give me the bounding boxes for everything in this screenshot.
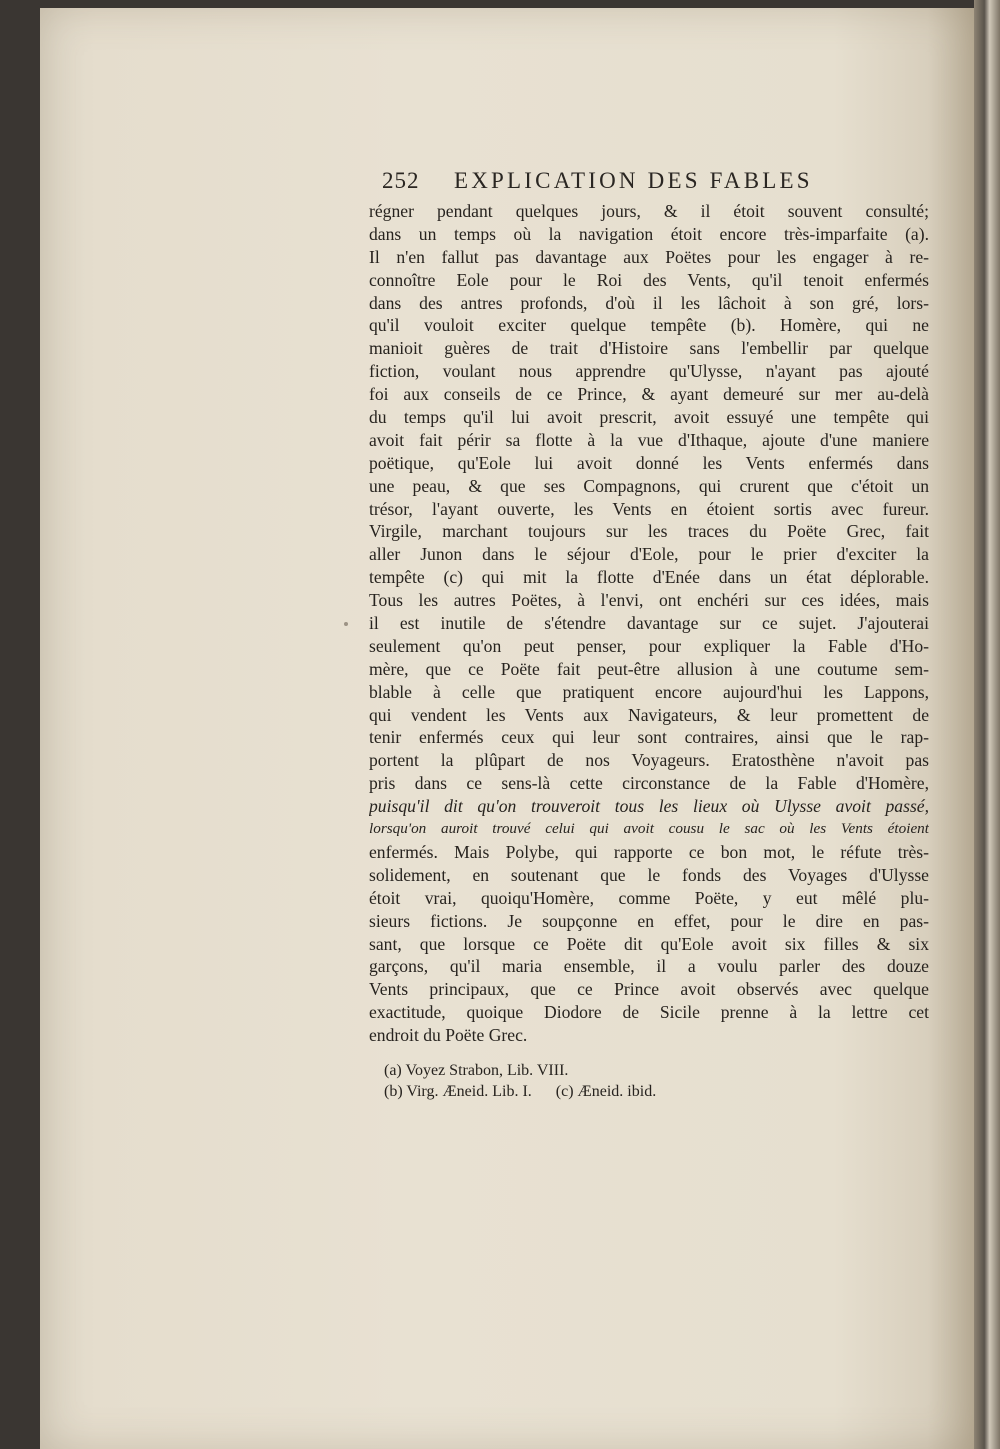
page-header bbox=[382, 168, 870, 200]
text-line: portent la plûpart de nos Voyageurs. Eratosthène n'avoit pas bbox=[369, 750, 929, 771]
text-line: avoit fait périr sa flotte à la vue d'Ithaque, ajoute d'une maniere bbox=[369, 429, 929, 450]
text-line: trésor, l'ayant ouverte, les Vents en étoient sortis avec fureur. bbox=[369, 498, 929, 519]
text-line: tempête (c) qui mit la flotte d'Enée dans un état déplorable. bbox=[369, 567, 929, 588]
text-line: aller Junon dans le séjour d'Eole, pour le prier d'exciter la bbox=[369, 544, 929, 565]
text-line: Tous les autres Poëtes, à l'envi, ont enchéri sur ces idées, mais bbox=[369, 590, 929, 611]
text-line: étoit vrai, quoiqu'Homère, comme Poëte, y eut mêlé plu- bbox=[369, 887, 929, 908]
text-line: exactitude, quoique Diodore de Sicile prenne à la lettre cet bbox=[369, 1002, 929, 1023]
text-line: il est inutile de s'étendre davantage sur ce sujet. J'ajouterai bbox=[369, 613, 929, 634]
text-line: seulement qu'on peut penser, pour expliquer la Fable d'Ho- bbox=[369, 635, 929, 656]
footnote-b-c: (b) Virg. Æneid. Lib. I. (c) Æneid. ibid. bbox=[384, 1083, 657, 1100]
body-text bbox=[369, 200, 929, 1047]
text-line: endroit du Poëte Grec. bbox=[369, 1025, 528, 1046]
footnotes bbox=[384, 1060, 804, 1102]
text-line: une peau, & que ses Compagnons, qui crurent que c'étoit un bbox=[369, 475, 929, 496]
text-line: Vents principaux, que ce Prince avoit observés avec quelque bbox=[369, 979, 929, 1000]
text-line: mère, que ce Poëte fait peut-être allusion à une coutume sem- bbox=[369, 658, 929, 679]
text-line: puisqu'il dit qu'on trouveroit tous les lieux où Ulysse avoit passé, bbox=[369, 796, 929, 817]
text-line: manioit guères de trait d'Histoire sans l'embellir par quelque bbox=[369, 338, 929, 359]
text-line: régner pendant quelques jours, & il étoit souvent consulté; bbox=[369, 201, 929, 221]
text-line: foi aux conseils de ce Prince, & ayant demeuré sur mer au-delà bbox=[369, 384, 929, 405]
text-line: poëtique, qu'Eole lui avoit donné les Vents enfermés dans bbox=[369, 452, 929, 473]
page-edge bbox=[974, 0, 1000, 1449]
text-line: qu'il vouloit exciter quelque tempête (b). Homère, qui ne bbox=[369, 315, 929, 336]
text-line: garçons, qu'il maria ensemble, il a voulu parler des douze bbox=[369, 956, 929, 977]
text-line: qui vendent les Vents aux Navigateurs, & leur promettent de bbox=[369, 704, 929, 725]
text-line: dans des antres profonds, d'où il les lâchoit à son gré, lors- bbox=[369, 292, 929, 313]
text-line: connoître Eole pour le Roi des Vents, qu'il tenoit enfermés bbox=[369, 269, 929, 290]
text-line: tenir enfermés ceux qui leur sont contraires, ainsi que le rap- bbox=[369, 727, 929, 748]
text-line: fiction, voulant nous apprendre qu'Ulysse, n'ayant pas ajouté bbox=[369, 361, 929, 382]
text-line: Virgile, marchant toujours sur les traces du Poëte Grec, fait bbox=[369, 521, 929, 542]
text-line: blable à celle que pratiquent encore aujourd'hui les Lappons, bbox=[369, 681, 929, 702]
text-line: lorsqu'on auroit trouvé celui qui avoit cousu le sac où les Vents étoient bbox=[369, 820, 929, 838]
text-line: sieurs fictions. Je soupçonne en effet, pour le dire en pas- bbox=[369, 910, 929, 931]
page-number: 252 bbox=[382, 168, 420, 193]
margin-mark bbox=[344, 622, 348, 626]
text-line: sant, que lorsque ce Poëte dit qu'Eole avoit six filles & six bbox=[369, 933, 929, 954]
text-line: solidement, en soutenant que le fonds des Voyages d'Ulysse bbox=[369, 864, 929, 885]
text-line: pris dans ce sens-là cette circonstance de la Fable d'Homère, bbox=[369, 773, 929, 794]
text-line: du temps qu'il lui avoit prescrit, avoit essuyé une tempête qui bbox=[369, 407, 929, 428]
text-line: enfermés. Mais Polybe, qui rapporte ce bon mot, le réfute très- bbox=[369, 841, 929, 862]
text-line: Il n'en fallut pas davantage aux Poëtes pour les engager à re- bbox=[369, 246, 929, 267]
text-line: dans un temps où la navigation étoit encore très-imparfaite (a). bbox=[369, 223, 929, 244]
running-title: EXPLICATION DES FABLES bbox=[454, 168, 813, 193]
footnote-a: (a) Voyez Strabon, Lib. VIII. bbox=[384, 1062, 569, 1079]
